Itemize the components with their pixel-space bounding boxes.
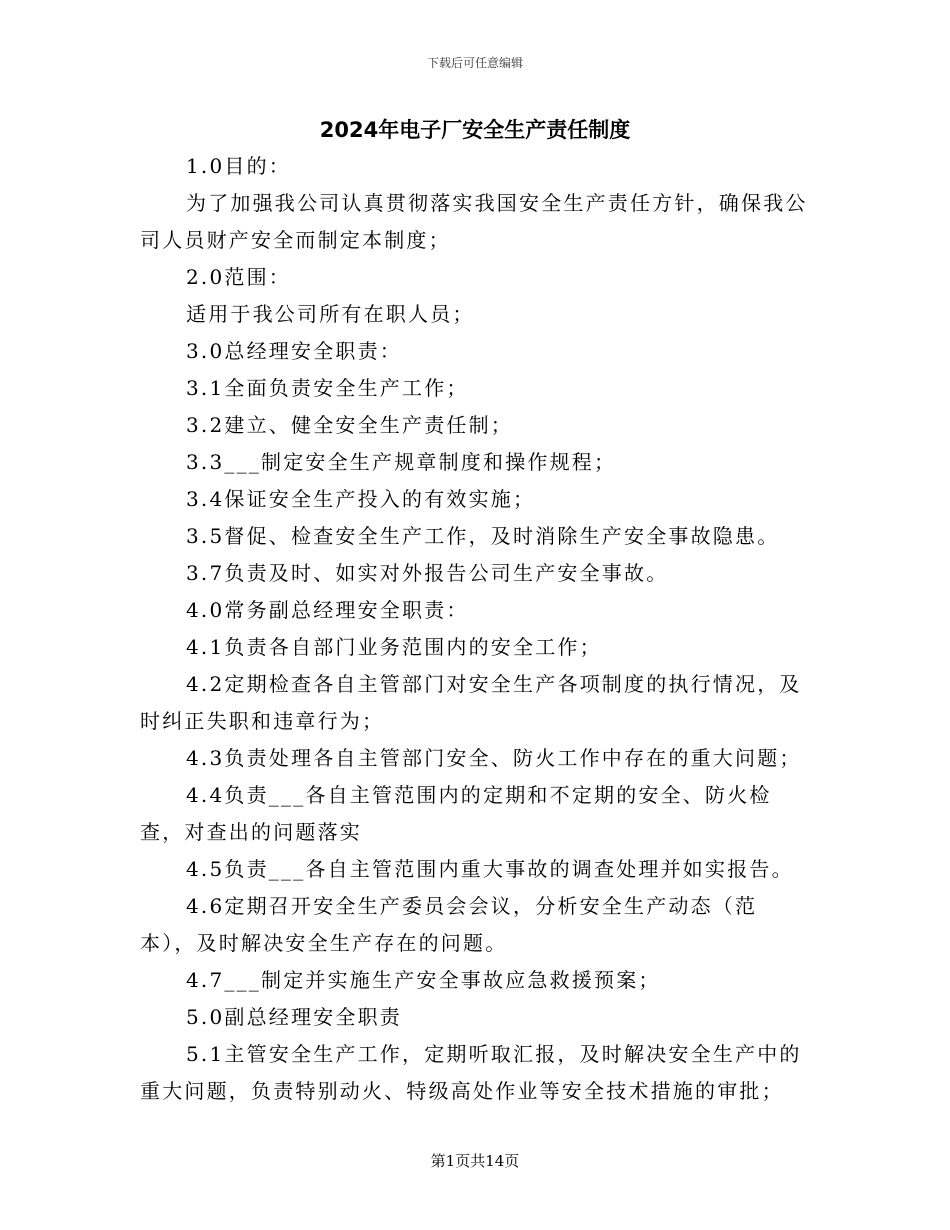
paragraph-3-3: 3.3___制定安全生产规章制度和操作规程； — [186, 450, 617, 474]
paragraph-4-2: 4.2定期检查各自主管部门对安全生产各项制度的执行情况，及时纠正失职和违章行为； — [140, 672, 802, 733]
paragraph-3-0-gm-duties: 3.0总经理安全职责： — [186, 339, 403, 363]
paragraph-4-3: 4.3负责处理各自主管部门安全、防火工作中存在的重大问题； — [186, 746, 802, 770]
paragraph-5-1: 5.1主管安全生产工作，定期听取汇报，及时解决安全生产中的重大问题，负责特别动火、特级高处作业等安全技术措施的审批； — [140, 1042, 802, 1103]
paragraph-4-6: 4.6定期召开安全生产委员会会议，分析安全生产动态（范本），及时解决安全生产存在的问题。 — [140, 894, 758, 955]
document-body — [140, 148, 812, 1110]
paragraph-2-0-scope: 2.0范围： — [186, 265, 292, 289]
paragraph-3-2: 3.2建立、健全安全生产责任制； — [186, 413, 514, 437]
document-title: 2024年电子厂安全生产责任制度 — [319, 118, 631, 142]
paragraph-3-4: 3.4保证安全生产投入的有效实施； — [186, 487, 536, 511]
paragraph-3-5: 3.5督促、检查安全生产工作，及时消除生产安全事故隐患。 — [186, 524, 780, 548]
paragraph-1-0-purpose: 1.0目的： — [186, 154, 292, 178]
paragraph-4-0-deputy-duties: 4.0常务副总经理安全职责： — [186, 598, 469, 622]
page-number: 第1页共14页 — [430, 1152, 520, 1170]
paragraph-scope-text: 适用于我公司所有在职人员； — [186, 302, 475, 326]
paragraph-3-7: 3.7负责及时、如实对外报告公司生产安全事故。 — [186, 561, 669, 585]
download-note: 下载后可任意编辑 — [426, 56, 523, 70]
paragraph-4-4: 4.4负责___各自主管范围内的定期和不定期的安全、防火检查，对查出的问题落实 — [140, 783, 772, 844]
paragraph-4-7: 4.7___制定并实施生产安全事故应急救援预案； — [186, 968, 661, 992]
paragraph-4-5: 4.5负责___各自主管范围内重大事故的调查处理并如实报告。 — [186, 857, 794, 881]
paragraph-3-1: 3.1全面负责安全生产工作； — [186, 376, 469, 400]
paragraph-5-0-vp-duties: 5.0副总经理安全职责 — [186, 1005, 403, 1029]
paragraph-4-1: 4.1负责各自部门业务范围内的安全工作； — [186, 635, 602, 659]
paragraph-purpose-text: 为了加强我公司认真贯彻落实我国安全生产责任方针，确保我公司人员财产安全而制定本制度； — [140, 191, 808, 252]
